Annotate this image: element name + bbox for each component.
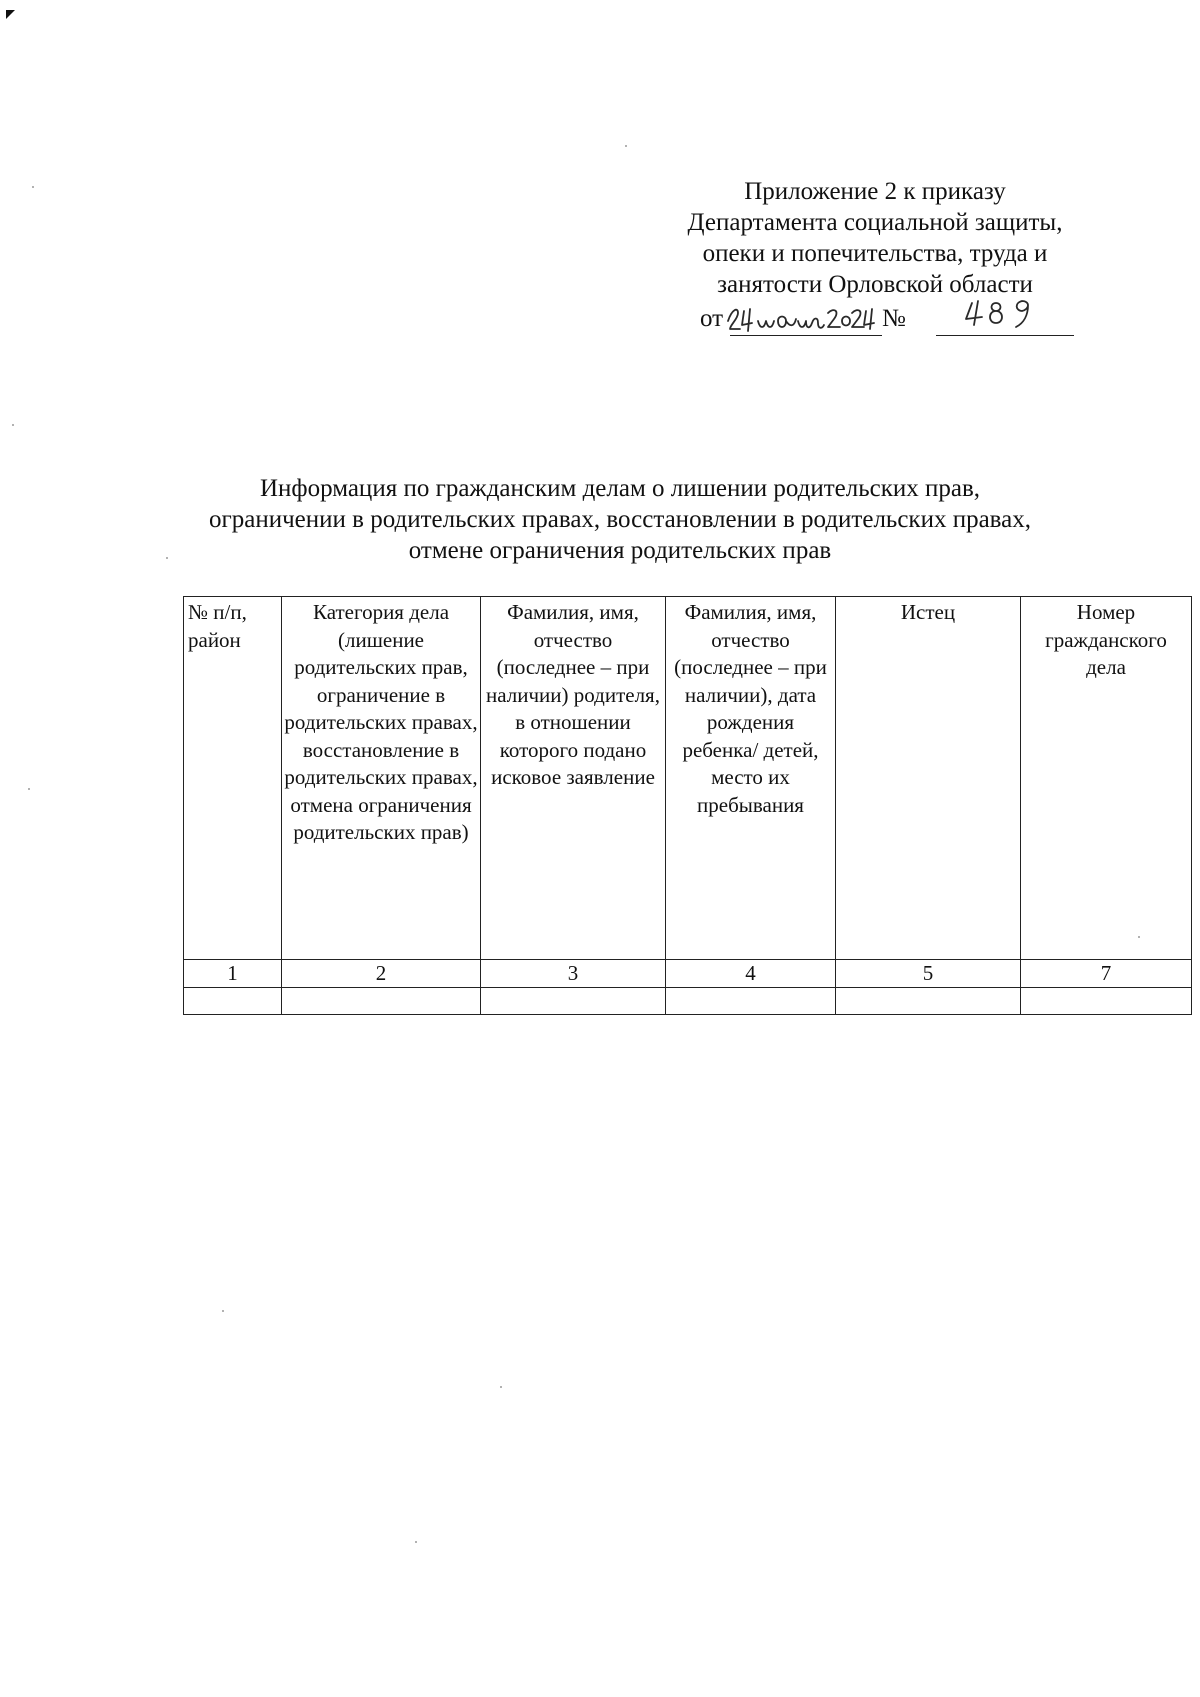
table-cell	[1021, 988, 1192, 1015]
header-cell-number-district: № п/п, район	[184, 597, 282, 960]
date-prefix: от	[700, 305, 724, 332]
table-header-row	[184, 597, 1192, 960]
approval-block	[640, 176, 1110, 300]
document-title	[150, 473, 1090, 566]
cases-table	[183, 596, 1192, 1015]
header-cell-child-info: Фамилия, имя, отчество (последнее – при наличии), дата рождения ребенка/ детей, место их пребывания	[666, 597, 836, 960]
scan-speck	[12, 424, 14, 426]
scan-speck	[500, 1386, 502, 1388]
approval-line: занятости Орловской области	[717, 271, 1033, 298]
column-number-cell: 7	[1021, 960, 1192, 988]
approval-line: Департамента социальной защиты,	[687, 209, 1063, 236]
handwritten-number	[962, 295, 1052, 331]
table-cell	[481, 988, 666, 1015]
corner-scan-mark	[6, 10, 15, 19]
title-line: отмене ограничения родительских прав	[408, 537, 832, 564]
table-cell	[666, 988, 836, 1015]
order-date-number-line	[700, 303, 1080, 343]
column-number-cell: 4	[666, 960, 836, 988]
column-number-cell: 3	[481, 960, 666, 988]
title-line: ограничении в родительских правах, восстановлении в родительских правах,	[209, 506, 1031, 533]
scan-speck	[222, 1310, 224, 1312]
table-cell	[282, 988, 481, 1015]
number-sign: №	[882, 305, 906, 332]
scan-speck	[32, 186, 34, 188]
approval-line: опеки и попечительства, труда и	[702, 240, 1048, 267]
header-cell-case-category: Категория дела (лишение родительских прав, ограничение в родительских правах, восстановление в родительских правах, отмена ограничения родительских прав)	[282, 597, 481, 960]
column-number-cell: 5	[836, 960, 1021, 988]
column-number-cell: 2	[282, 960, 481, 988]
handwritten-number-field	[936, 303, 1074, 336]
title-line: Информация по гражданским делам о лишении родительских прав,	[259, 475, 981, 502]
handwritten-date	[724, 299, 884, 335]
header-cell-parent-name: Фамилия, имя, отчество (последнее – при наличии) родителя, в отношении которого подано исковое заявление	[481, 597, 666, 960]
approval-line: Приложение 2 к приказу	[744, 178, 1006, 205]
column-number-row	[184, 960, 1192, 988]
handwritten-date-field	[730, 303, 882, 336]
header-cell-plaintiff: Истец	[836, 597, 1021, 960]
column-number-cell: 1	[184, 960, 282, 988]
scan-speck	[415, 1541, 417, 1543]
table-cell	[836, 988, 1021, 1015]
header-cell-case-number: Номер гражданского дела	[1021, 597, 1192, 960]
scan-speck	[625, 145, 627, 147]
table-cell	[184, 988, 282, 1015]
table-row	[184, 988, 1192, 1015]
scan-speck	[28, 788, 30, 790]
